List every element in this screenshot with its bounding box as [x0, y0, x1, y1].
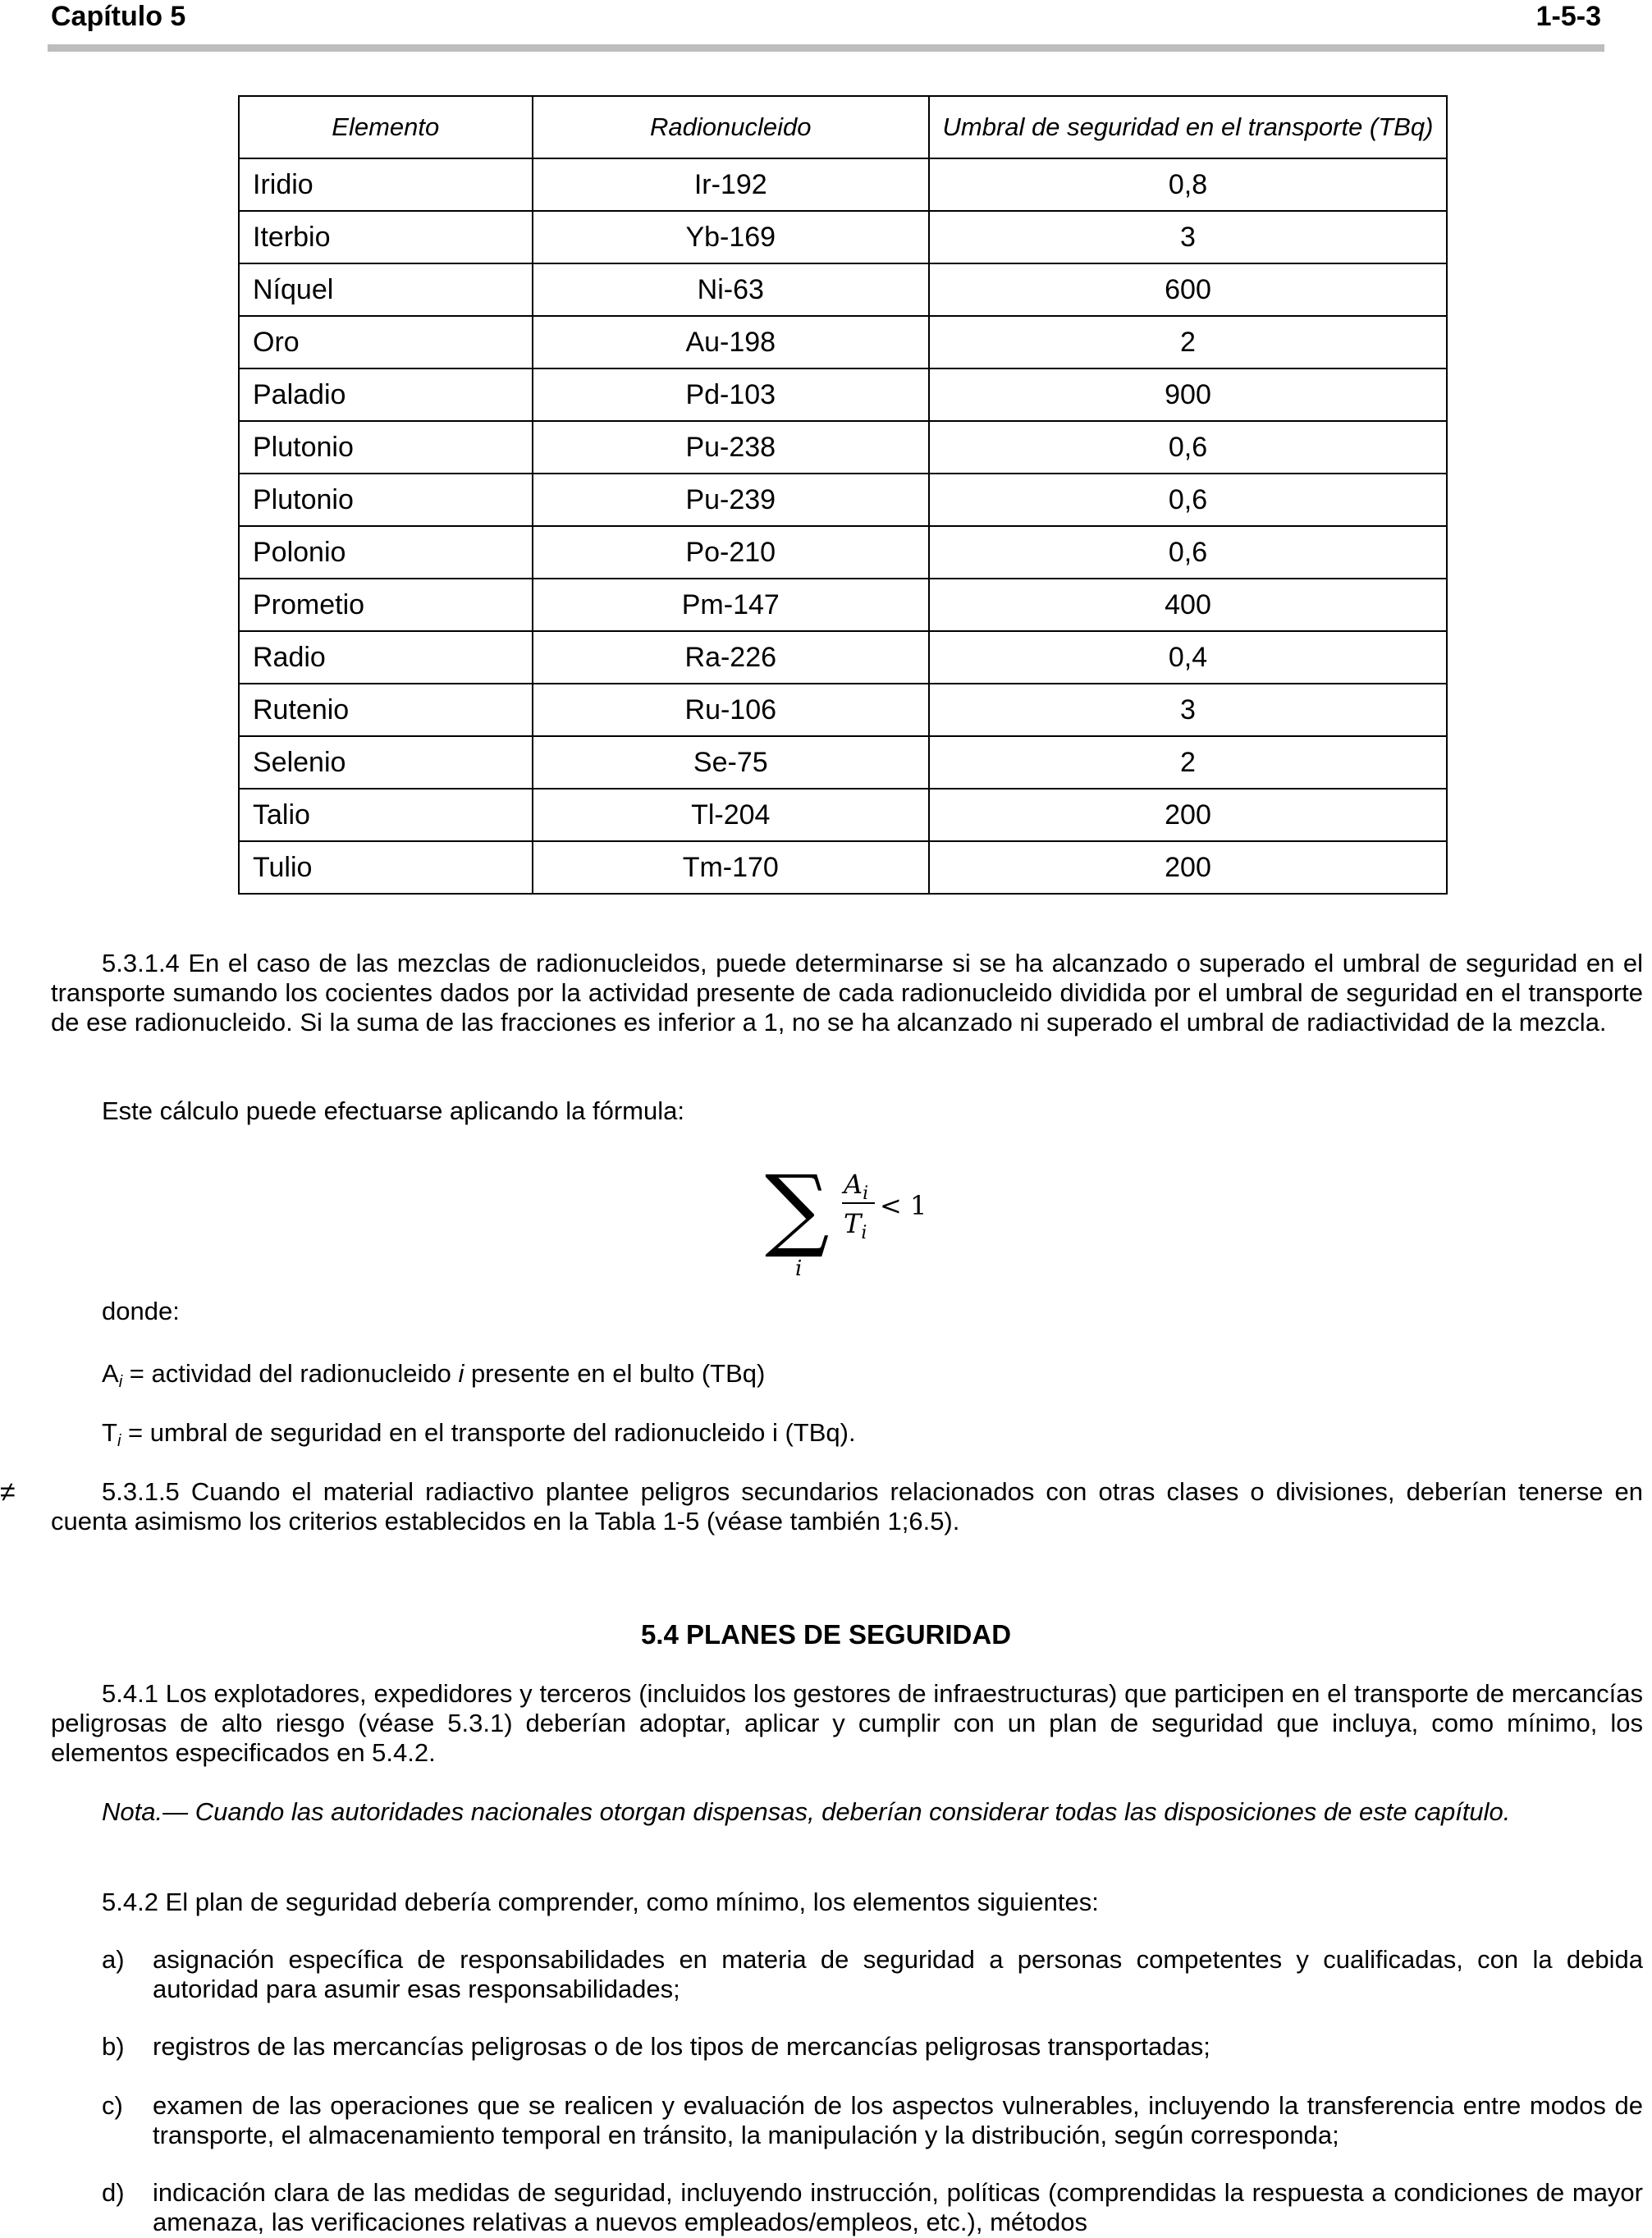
table-row [239, 631, 1447, 684]
threshold-cell: 900 [929, 368, 1447, 421]
table-row [239, 158, 1447, 211]
column-header: Elemento [239, 96, 533, 158]
page-header [51, 2, 1601, 43]
sum-index: i [795, 1256, 803, 1281]
element-cell: Selenio [239, 736, 533, 789]
element-cell: Talio [239, 789, 533, 841]
relation: < 1 [880, 1190, 927, 1221]
radionuclide-threshold-table [238, 95, 1448, 895]
paragraph-5-4-1: 5.4.1 Los explotadores, expedidores y terceros (incluidos los gestores de infraestructuras) que participen en el transporte de mercancías peligrosas de alto riesgo (véase 5.3.1) deberían adoptar, aplicar y cumplir con un plan de seguridad que incluya, como mínimo, los elementos especificados en 5.4.2. [51, 1679, 1643, 1767]
paragraph-5-3-1-4: 5.3.1.4 En el caso de las mezclas de radionucleidos, puede determinarse si se ha alcanzado o superado el umbral de seguridad en el transporte sumando los cocientes dados por la actividad presente de cada radionucleido dividida por el umbral de seguridad en el transporte de ese radionucleido. Si la suma de las fracciones es inferior a 1, no se ha alcanzado ni superado el umbral de radiactividad de la mezcla. [51, 949, 1643, 1037]
radionuclide-cell: Ir-192 [533, 158, 929, 211]
table-row [239, 421, 1447, 474]
definition-T: $T_i$ = umbral de seguridad en el transporte del radionucleido i (TBq). [102, 1418, 856, 1450]
chapter-title: Capítulo 5 [51, 1, 186, 32]
threshold-cell: 200 [929, 841, 1447, 894]
element-cell: Prometio [239, 579, 533, 631]
page-number: 1-5-3 [1535, 1, 1601, 32]
change-mark: ≠ [0, 1476, 16, 1508]
note-paragraph: Nota.— Cuando las autoridades nacionales otorgan dispensas, deberían considerar todas las disposiciones de este capítulo. [102, 1797, 1511, 1826]
radionuclide-cell: Ni-63 [533, 263, 929, 316]
paragraph-5-3-1-5: 5.3.1.5 Cuando el material radiactivo plantee peligros secundarios relacionados con otras clases o divisiones, deberían tenerse en cuenta asimismo los criterios establecidos en la Tabla 1-5 (véase también 1;6.5). [51, 1477, 1643, 1535]
radionuclide-cell: Yb-169 [533, 211, 929, 263]
threshold-cell: 0,6 [929, 421, 1447, 474]
threshold-cell: 2 [929, 316, 1447, 368]
radionuclide-cell: Se-75 [533, 736, 929, 789]
table-row [239, 316, 1447, 368]
threshold-cell: 600 [929, 263, 1447, 316]
threshold-cell: 2 [929, 736, 1447, 789]
element-cell: Iterbio [239, 211, 533, 263]
radionuclide-cell: Ru-106 [533, 684, 929, 736]
element-cell: Polonio [239, 526, 533, 579]
radionuclide-cell: Pd-103 [533, 368, 929, 421]
column-header: Umbral de seguridad en el transporte (TBq) [929, 96, 1447, 158]
table-row [239, 841, 1447, 894]
radionuclide-cell: Tm-170 [533, 841, 929, 894]
element-cell: Iridio [239, 158, 533, 211]
element-cell: Tulio [239, 841, 533, 894]
svg-text:Ai: $A_i$ [841, 1169, 868, 1204]
denominator: T [844, 1208, 862, 1239]
radionuclide-cell: Pm-147 [533, 579, 929, 631]
threshold-cell: 0,6 [929, 526, 1447, 579]
table-header-row [239, 96, 1447, 158]
numerator: A [844, 1169, 863, 1200]
threshold-cell: 3 [929, 684, 1447, 736]
table-row [239, 789, 1447, 841]
radionuclide-cell: Au-198 [533, 316, 929, 368]
radionuclide-cell: Pu-238 [533, 421, 929, 474]
threshold-cell: 0,8 [929, 158, 1447, 211]
threshold-cell: 200 [929, 789, 1447, 841]
sum-sign: ∑ [765, 1156, 830, 1261]
element-cell: Radio [239, 631, 533, 684]
donde-label: donde: [102, 1297, 180, 1325]
table-row [239, 474, 1447, 526]
definition-A: $A_i$ = actividad del radionucleido i presente en el bulto (TBq) [102, 1359, 766, 1391]
svg-text:Ti: $T_i$ [844, 1208, 867, 1243]
element-cell: Oro [239, 316, 533, 368]
threshold-cell: 0,6 [929, 474, 1447, 526]
formula-intro: Este cálculo puede efectuarse aplicando la fórmula: [102, 1096, 684, 1125]
element-cell: Níquel [239, 263, 533, 316]
element-cell: Plutonio [239, 421, 533, 474]
radionuclide-cell: Po-210 [533, 526, 929, 579]
table-row [239, 211, 1447, 263]
table-row [239, 684, 1447, 736]
element-cell: Paladio [239, 368, 533, 421]
threshold-cell: 3 [929, 211, 1447, 263]
element-cell: Rutenio [239, 684, 533, 736]
table-row [239, 263, 1447, 316]
table-row [239, 579, 1447, 631]
threshold-cell: 0,4 [929, 631, 1447, 684]
radionuclide-cell: Ra-226 [533, 631, 929, 684]
threshold-cell: 400 [929, 579, 1447, 631]
radionuclide-cell: Tl-204 [533, 789, 929, 841]
paragraph-5-4-2: 5.4.2 El plan de seguridad debería comprender, como mínimo, los elementos siguientes: [102, 1888, 1099, 1916]
column-header: Radionucleido [533, 96, 929, 158]
element-cell: Plutonio [239, 474, 533, 526]
table-row [239, 736, 1447, 789]
table-row [239, 368, 1447, 421]
radionuclide-cell: Pu-239 [533, 474, 929, 526]
table-row [239, 526, 1447, 579]
summation-formula [765, 1156, 962, 1287]
header-rule [48, 44, 1604, 52]
section-heading: 5.4 PLANES DE SEGURIDAD [640, 1619, 1012, 1650]
